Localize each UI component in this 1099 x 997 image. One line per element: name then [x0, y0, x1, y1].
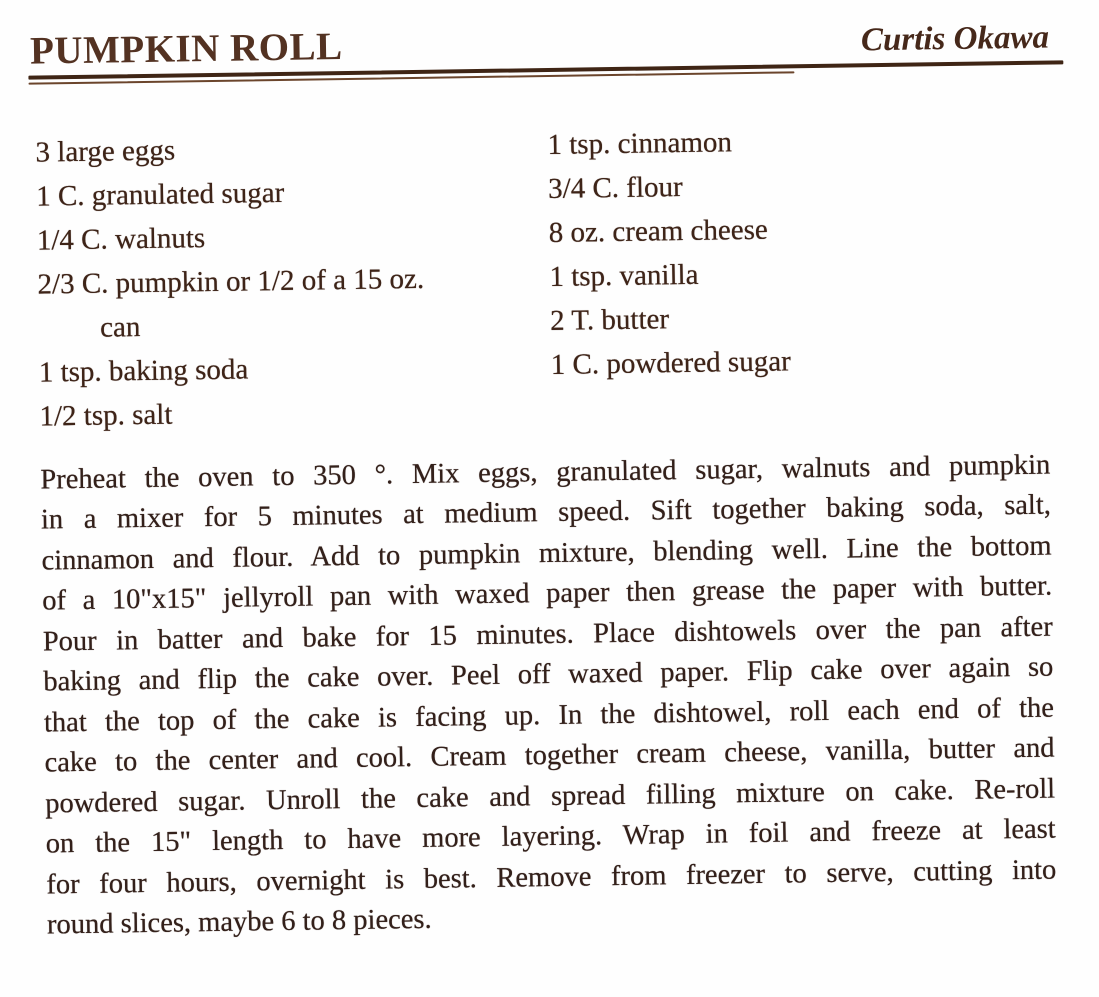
- instruction-line: baking and flip the cake over. Peel off waxed paper. Flip cake over again so: [43, 651, 1054, 698]
- instruction-line: Preheat the oven to 350 °. Mix eggs, granulated sugar, walnuts and pumpkin: [40, 449, 1051, 496]
- instruction-line: that the top of the cake is facing up. In the dishtowel, roll each end of the: [43, 692, 1055, 739]
- ingredient-line: 3 large eggs: [35, 134, 176, 169]
- ingredient-line: 1 C. powdered sugar: [550, 345, 791, 381]
- ingredient-line: can: [99, 310, 141, 344]
- instruction-line: cake to the center and cool. Cream together cream cheese, vanilla, butter and: [44, 732, 1055, 779]
- instruction-line: on the 15" length to have more layering. Wrap in foil and freeze at least: [45, 813, 1056, 860]
- ingredient-line: 1 tsp. vanilla: [549, 258, 699, 293]
- ingredient-line: 2/3 C. pumpkin or 1/2 of a 15 oz.: [37, 262, 425, 301]
- ingredient-line: 1 tsp. baking soda: [38, 353, 249, 389]
- recipe-author: Curtis Okawa: [860, 19, 1050, 59]
- instruction-line: Pour in batter and bake for 15 minutes. Place dishtowels over the pan after: [42, 611, 1053, 658]
- ingredient-line: 1/4 C. walnuts: [36, 222, 206, 257]
- instruction-line: for four hours, overnight is best. Remove from freezer to serve, cutting into: [46, 854, 1057, 901]
- ingredient-line: 1 C. granulated sugar: [35, 176, 285, 213]
- instruction-line: of a 10"x15" jellyroll pan with waxed paper then grease the paper with butter.: [41, 570, 1053, 617]
- instruction-line: powdered sugar. Unroll the cake and spread filling mixture on cake. Re-roll: [44, 773, 1056, 820]
- instruction-line: in a mixer for 5 minutes at medium speed. Sift together baking soda, salt,: [40, 490, 1052, 536]
- ingredients-section: [35, 115, 1068, 438]
- ingredient-line: 3/4 C. flour: [547, 170, 683, 205]
- ingredients-left-column: [35, 123, 552, 439]
- ingredient-line: 1 tsp. cinnamon: [547, 126, 733, 161]
- instruction-line: cinnamon and flour. Add to pumpkin mixture, blending well. Line the bottom: [41, 530, 1052, 577]
- recipe-title: PUMPKIN ROLL: [29, 25, 343, 73]
- ingredient-line: 8 oz. cream cheese: [548, 213, 768, 249]
- ingredient-line: 1/2 tsp. salt: [39, 398, 173, 433]
- ingredients-right-column: [547, 115, 1069, 431]
- ingredient-line: 2 T. butter: [549, 303, 670, 337]
- instructions-paragraph: [40, 446, 1057, 947]
- instruction-line: round slices, maybe 6 to 8 pieces.: [46, 904, 432, 941]
